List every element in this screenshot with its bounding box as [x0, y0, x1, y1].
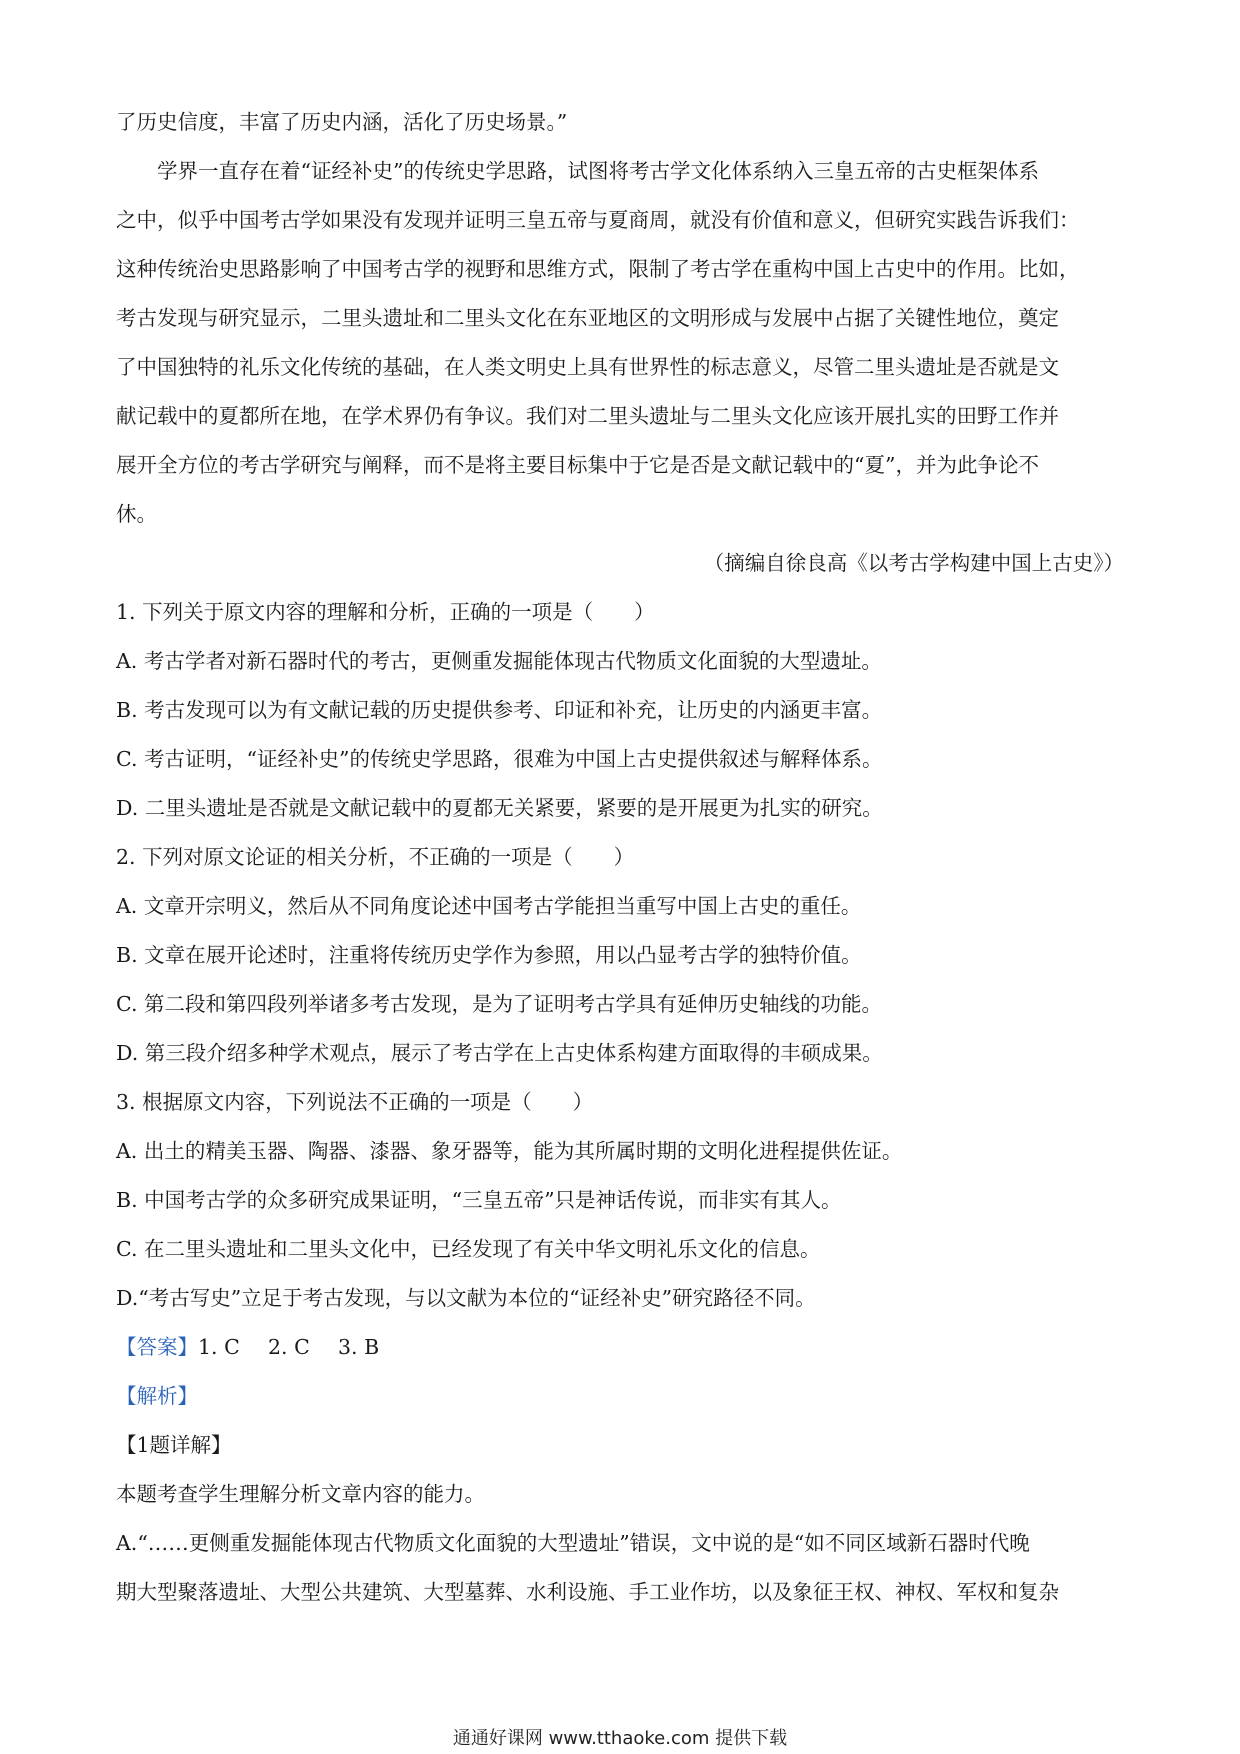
question-stem: 3. 根据原文内容，下列说法不正确的一项是（ ）: [116, 1090, 594, 1114]
passage-line: 了历史信度，丰富了历史内涵，活化了历史场景。”: [116, 110, 568, 134]
question-1: [116, 588, 1124, 833]
question-option: C. 第二段和第四段列举诸多考古发现，是为了证明考古学具有延伸历史轴线的功能。: [116, 992, 882, 1016]
question-option: C. 考古证明，“证经补史”的传统史学思路，很难为中国上古史提供叙述与解释体系。: [116, 747, 883, 771]
question-stem: 2. 下列对原文论证的相关分析，不正确的一项是（ ）: [116, 845, 635, 869]
question-option: B. 考古发现可以为有文献记载的历史提供参考、印证和补充，让历史的内涵更丰富。: [116, 698, 883, 722]
question-option: D. 第三段介绍多种学术观点，展示了考古学在上古史体系构建方面取得的丰硕成果。: [116, 1041, 883, 1065]
passage-line: 之中，似乎中国考古学如果没有发现并证明三皇五帝与夏商周，就没有价值和意义，但研究实践告诉我们：: [116, 208, 1080, 232]
passage-line: 这种传统治史思路影响了中国考古学的视野和思维方式，限制了考古学在重构中国上古史中的作用。比如，: [116, 257, 1080, 281]
answer-item: 2. C: [268, 1335, 310, 1359]
passage-source: （摘编自徐良高《以考古学构建中国上古史》）: [703, 551, 1124, 575]
question-option: D.“考古写史”立足于考古发现，与以文献为本位的“证经补史”研究路径不同。: [116, 1286, 816, 1310]
answer-tag: 【答案】: [116, 1335, 198, 1359]
passage-line: 了中国独特的礼乐文化传统的基础，在人类文明史上具有世界性的标志意义，尽管二里头遗址是否就是文: [116, 355, 1059, 379]
question-2: [116, 833, 1124, 1078]
question-option: A. 考古学者对新石器时代的考古，更侧重发掘能体现古代物质文化面貌的大型遗址。: [116, 649, 882, 673]
question-option: C. 在二里头遗址和二里头文化中，已经发现了有关中华文明礼乐文化的信息。: [116, 1237, 821, 1261]
passage-line: 考古发现与研究显示，二里头遗址和二里头文化在东亚地区的文明形成与发展中占据了关键性地位，奠定: [116, 306, 1059, 330]
passage-line: 学界一直存在着“证经补史”的传统史学思路，试图将考古学文化体系纳入三皇五帝的古史框架体系: [157, 159, 1039, 183]
answer-item: 3. B: [338, 1335, 380, 1359]
page-footer: 通通好课网 www.tthaoke.com 提供下载: [452, 1728, 788, 1749]
analysis-sub-heading: 【1题详解】: [116, 1433, 232, 1457]
analysis-text-line: A.“……更侧重发掘能体现古代物质文化面貌的大型遗址”错误，文中说的是“如不同区域新石器时代晚: [116, 1531, 1030, 1555]
analysis-line: [116, 1372, 1124, 1421]
analysis-intro: 本题考查学生理解分析文章内容的能力。: [116, 1482, 485, 1506]
analysis-tag: 【解析】: [116, 1384, 198, 1408]
passage: [116, 98, 1124, 588]
question-option: B. 中国考古学的众多研究成果证明，“三皇五帝”只是神话传说，而非实有其人。: [116, 1188, 842, 1212]
question-option: D. 二里头遗址是否就是文献记载中的夏都无关紧要，紧要的是开展更为扎实的研究。: [116, 796, 883, 820]
question-option: B. 文章在展开论述时，注重将传统历史学作为参照，用以凸显考古学的独特价值。: [116, 943, 862, 967]
question-option: A. 文章开宗明义，然后从不同角度论述中国考古学能担当重写中国上古史的重任。: [116, 894, 862, 918]
answer-line: [116, 1323, 1124, 1372]
question-option: A. 出土的精美玉器、陶器、漆器、象牙器等，能为其所属时期的文明化进程提供佐证。: [116, 1139, 903, 1163]
question-3: [116, 1078, 1124, 1323]
passage-line: 献记载中的夏都所在地，在学术界仍有争议。我们对二里头遗址与二里头文化应该开展扎实的田野工作并: [116, 404, 1059, 428]
analysis-text-line: 期大型聚落遗址、大型公共建筑、大型墓葬、水利设施、手工业作坊，以及象征王权、神权、军权和复杂: [116, 1580, 1059, 1604]
question-stem: 1. 下列关于原文内容的理解和分析，正确的一项是（ ）: [116, 600, 655, 624]
answer-item: 1. C: [198, 1335, 240, 1359]
page-content: [116, 98, 1124, 1617]
passage-line: 展开全方位的考古学研究与阐释，而不是将主要目标集中于它是否是文献记载中的“夏”，并为此争论不: [116, 453, 1039, 477]
passage-line: 休。: [116, 502, 157, 526]
